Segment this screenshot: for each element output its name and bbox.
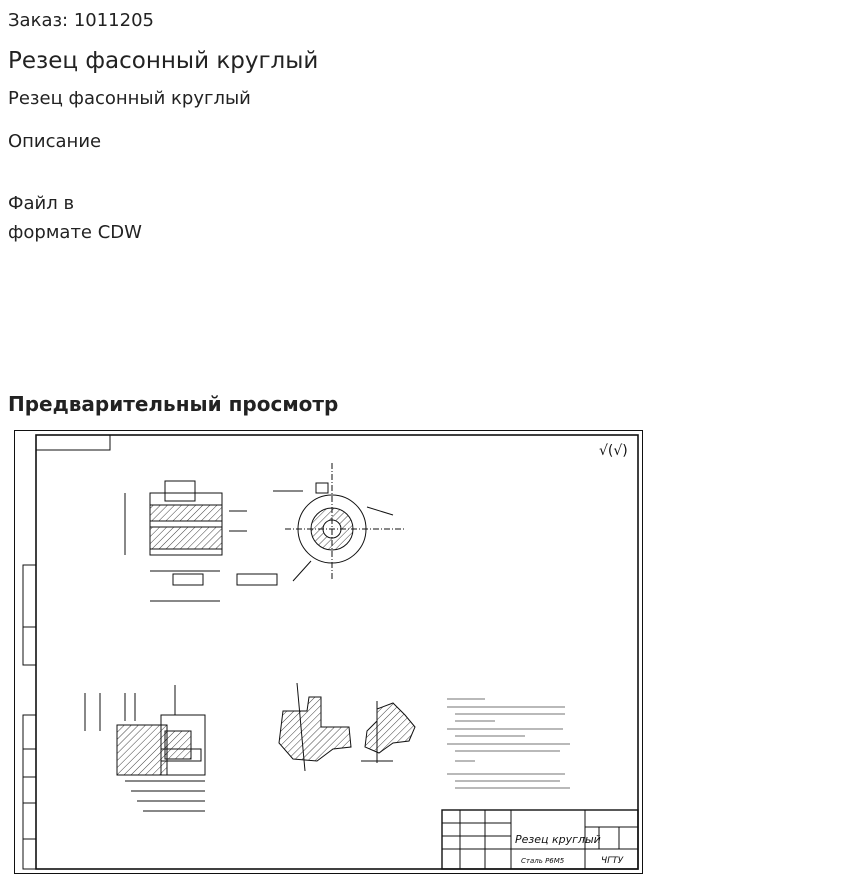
technical-drawing bbox=[15, 431, 642, 873]
product-subtitle: Резец фасонный круглый bbox=[8, 88, 251, 109]
stamp-material: Сталь Р6М5 bbox=[521, 857, 565, 865]
stamp-organization: ЧГТУ bbox=[601, 856, 624, 866]
page-title: Резец фасонный круглый bbox=[8, 48, 319, 74]
order-number: Заказ: 1011205 bbox=[8, 10, 154, 31]
description-label: Описание bbox=[8, 131, 102, 152]
file-format-line2: формате CDW bbox=[8, 222, 142, 243]
stamp-title: Резец круглый bbox=[515, 833, 601, 846]
preview-heading: Предварительный просмотр bbox=[8, 392, 339, 416]
file-format-line1: Файл в bbox=[8, 193, 75, 214]
roughness-mark: √(√) bbox=[599, 443, 628, 459]
drawing-preview bbox=[14, 430, 643, 874]
